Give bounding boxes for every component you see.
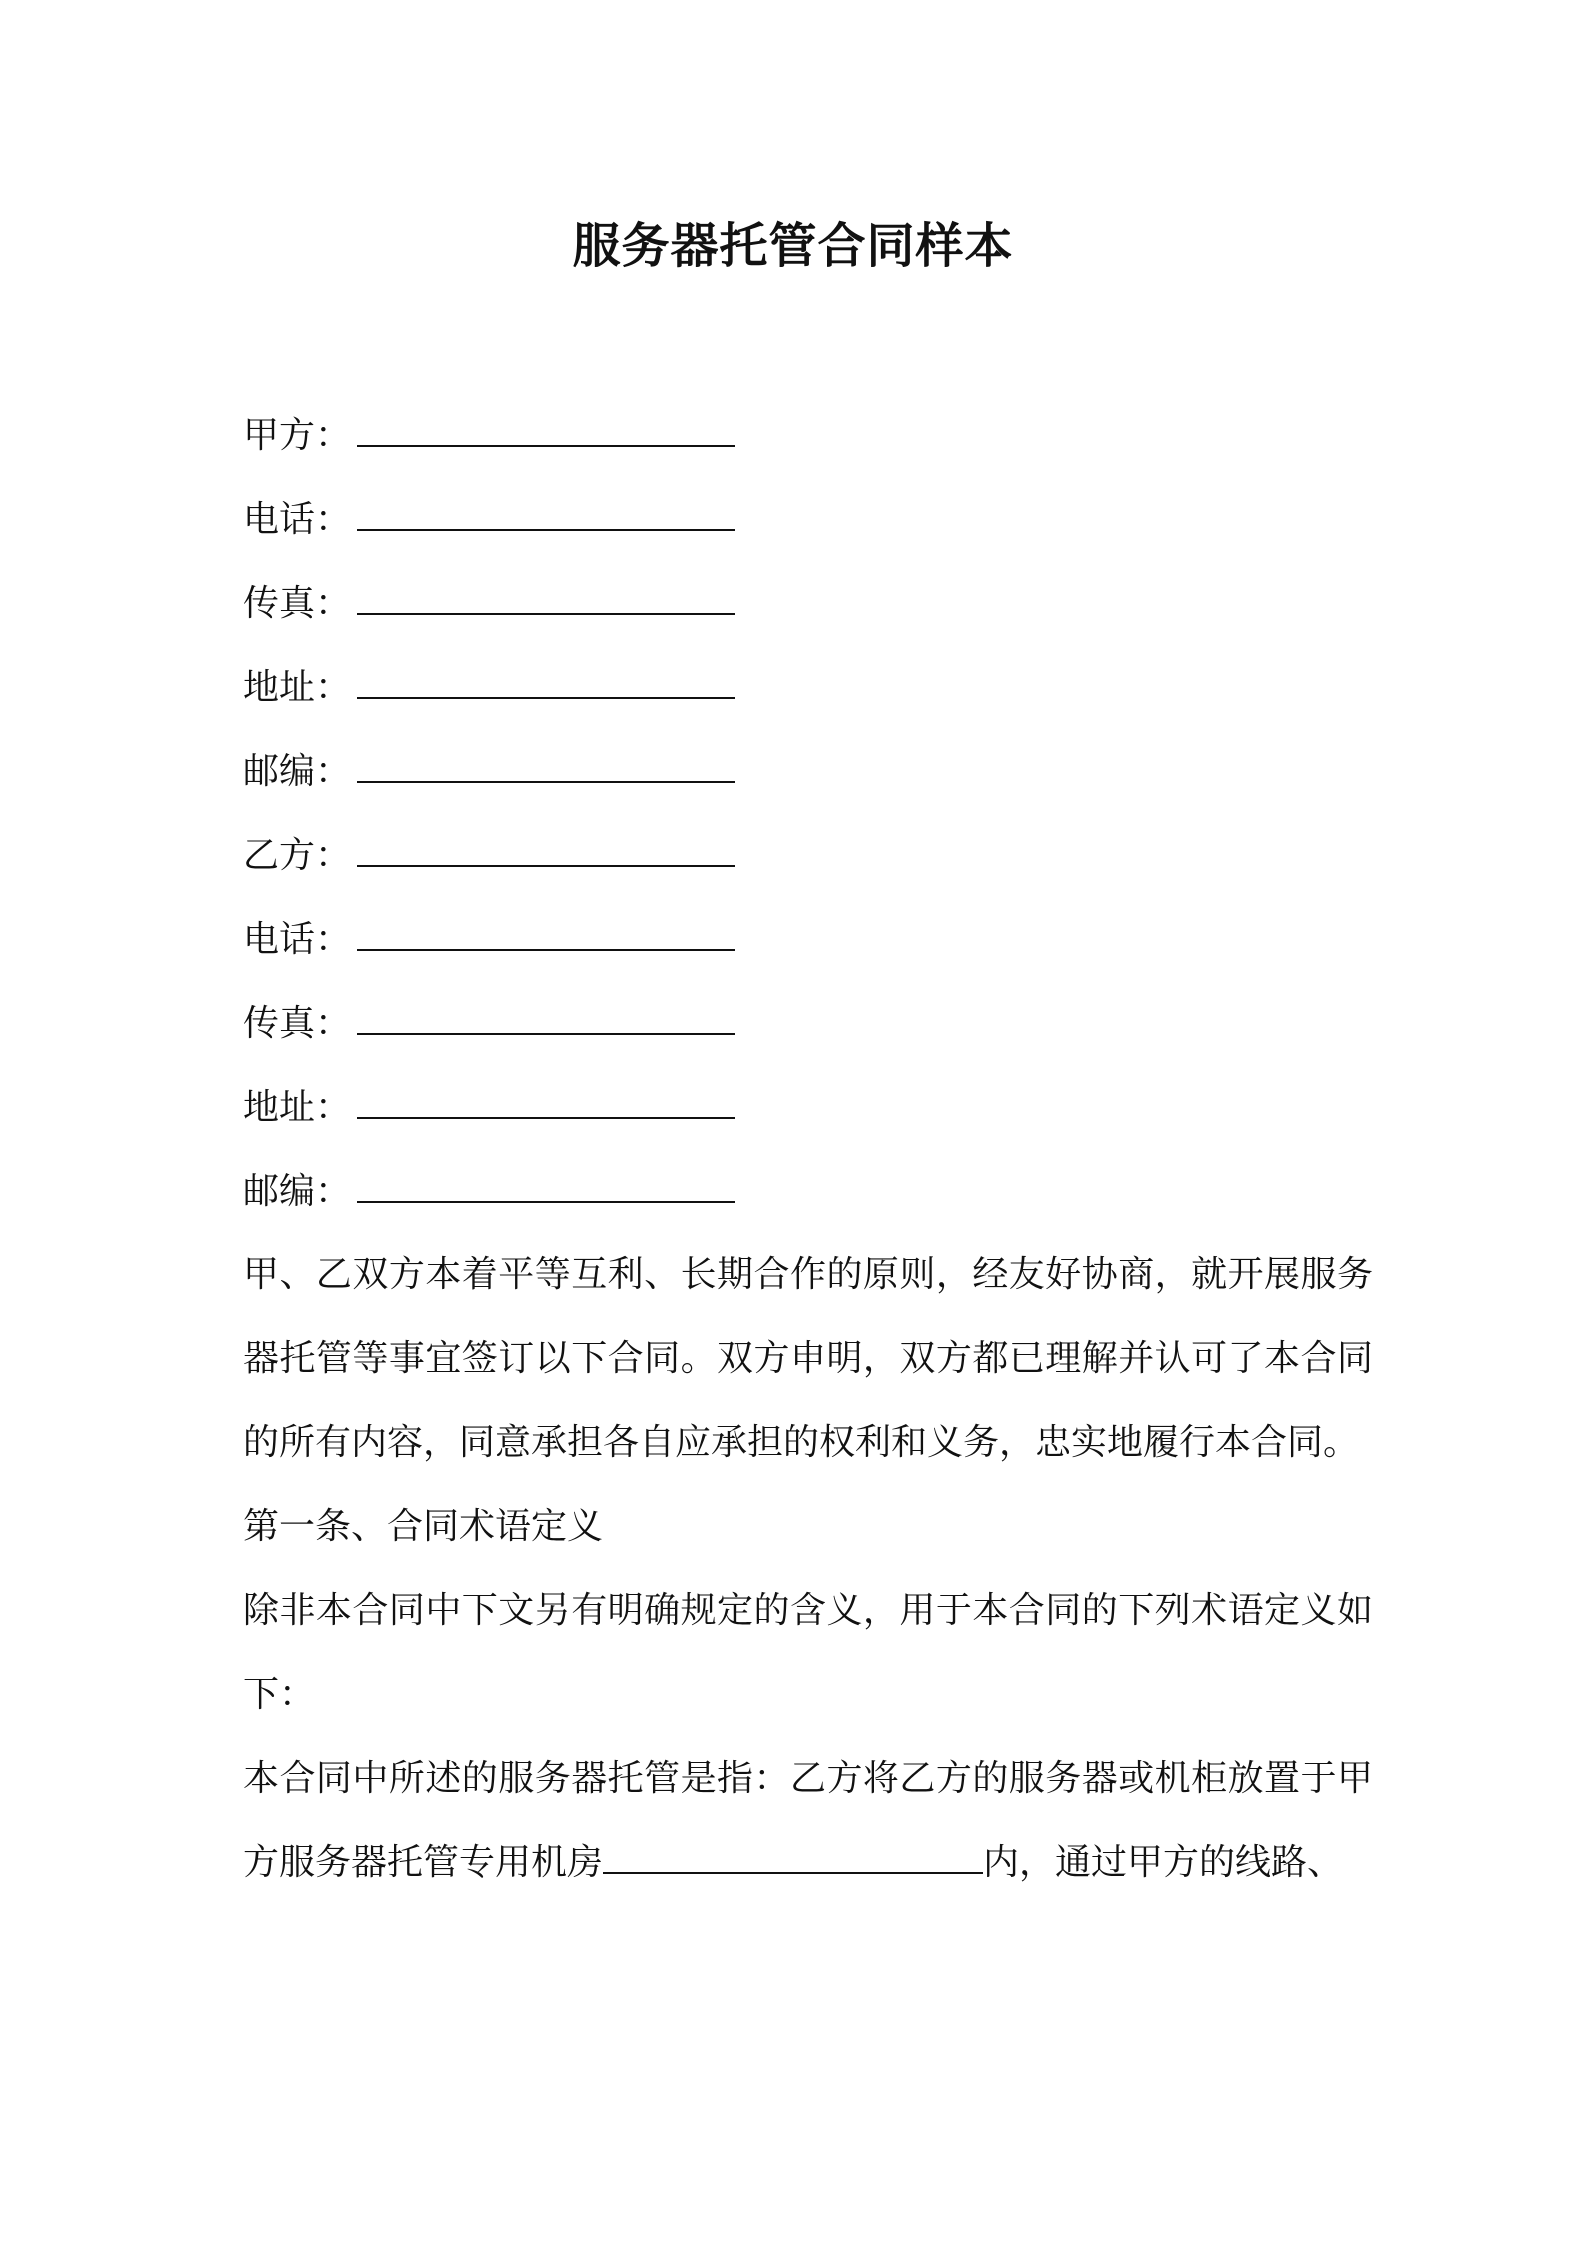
fill-in-blank [357, 487, 735, 531]
field-label: 电话： [243, 499, 352, 540]
field-row-party-b-address [243, 1075, 1363, 1159]
fill-in-blank [357, 403, 735, 447]
field-row-party-b-fax [243, 991, 1363, 1075]
field-label: 乙方： [243, 835, 352, 876]
contract-body [243, 1233, 1373, 1905]
fill-in-blank [357, 1159, 735, 1203]
field-label: 地址： [243, 667, 352, 708]
fill-in-blank [603, 1832, 983, 1874]
field-label: 电话： [243, 919, 352, 960]
field-label: 传真： [243, 1003, 352, 1044]
field-label: 传真： [243, 583, 352, 624]
field-row-party-a-fax [243, 571, 1363, 655]
field-row-party-a [243, 403, 1363, 487]
field-row-party-a-postcode [243, 739, 1363, 823]
preamble-paragraph: 甲、乙双方本着平等互利、长期合作的原则，经友好协商，就开展服务器托管等事宜签订以下合同。双方申明，双方都已理解并认可了本合同的所有内容，同意承担各自应承担的权利和义务，忠实地履行本合同。 [243, 1254, 1373, 1463]
article-heading: 第一条、合同术语定义 [243, 1506, 604, 1547]
field-row-party-b-postcode [243, 1159, 1363, 1243]
article-intro-paragraph: 除非本合同中下文另有明确规定的含义，用于本合同的下列术语定义如下： [243, 1590, 1373, 1715]
field-row-party-a-address [243, 655, 1363, 739]
fill-in-blank [357, 739, 735, 783]
document-title: 服务器托管合同样本 [572, 218, 1014, 274]
field-row-party-b-phone [243, 907, 1363, 991]
definition-paragraph [243, 1737, 1373, 1905]
fill-in-blank [357, 655, 735, 699]
field-row-party-a-phone [243, 487, 1363, 571]
field-label: 甲方： [243, 415, 352, 456]
field-row-party-b [243, 823, 1363, 907]
party-info-fields [243, 403, 1363, 1243]
fill-in-blank [357, 571, 735, 615]
fill-in-blank [357, 991, 735, 1035]
definition-text: 本合同中所述的服务器托管是指：乙方将乙方的服务器或机柜放置于甲方服务器托管专用机房 [243, 1758, 1373, 1883]
definition-text-continued: 内，通过甲方的线路、 [983, 1842, 1344, 1883]
fill-in-blank [357, 907, 735, 951]
field-label: 地址： [243, 1087, 352, 1128]
fill-in-blank [357, 1075, 735, 1119]
field-label: 邮编： [243, 1171, 352, 1212]
field-label: 邮编： [243, 751, 352, 792]
fill-in-blank [357, 823, 735, 867]
